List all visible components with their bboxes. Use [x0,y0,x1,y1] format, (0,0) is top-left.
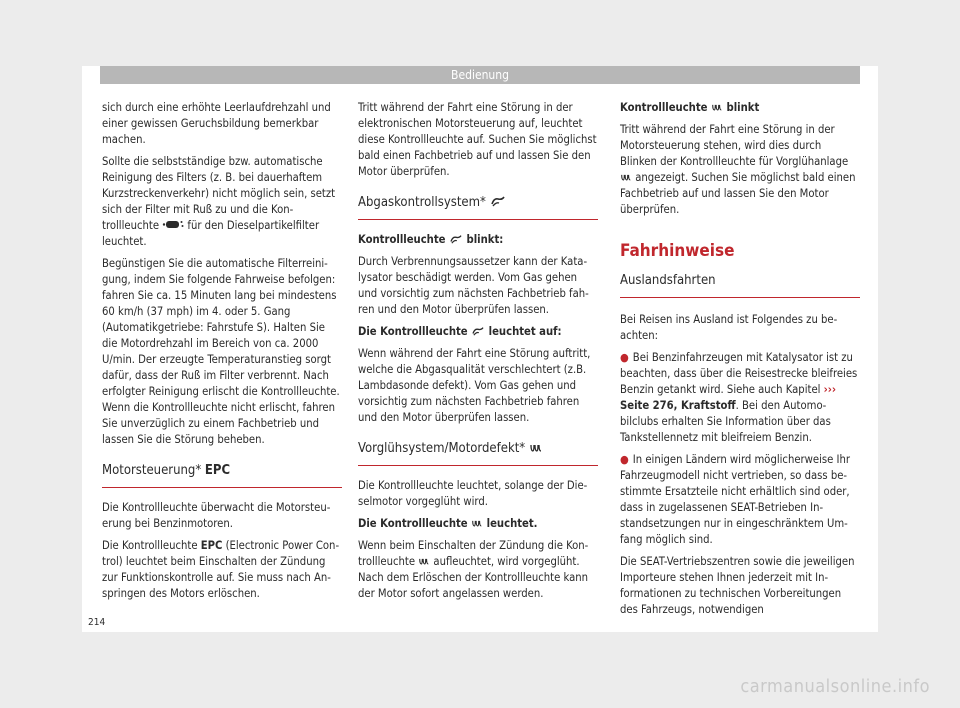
column-1 [102,100,342,608]
paragraph: Bei Reisen ins Ausland ist Folgendes zu beachten: [620,313,838,342]
text: Kontrollleuchte [620,101,708,114]
text: Bei Benzinfahrzeugen mit Katalysator ist zu beachten, dass über die Reisestrecke bleifreies Benzin getankt wird. Siehe auch Kapitel [620,351,858,396]
section-heading-abgaskontrollsystem [358,194,598,220]
paragraph: Die SEAT-Vertriebszentren sowie die jeweiligen Importeure stehen Ihnen jederzeit mit Informationen zu technischen Vorbereitungen des Fahrzeugs, notwendigen [620,555,855,616]
paragraph: Wenn während der Fahrt eine Störung auftritt, welche die Abgasqualität verschlechtert (z.B. Lambdasonde defekt). Vom Gas gehen und vorsichtig zum nächsten Fachbetrieb fahren und den Motor überprüfen lassen. [358,347,591,424]
text: Die Kontrollleuchte [358,325,468,338]
abgas-icon [490,195,506,207]
abgas-icon [471,326,485,336]
section-heading-motorsteuerung [102,462,342,488]
bullet-icon: ● [620,351,629,364]
dieselpartikelfilter-icon [162,219,184,230]
text: leuchtet auf: [488,325,562,338]
page-number: 214 [88,617,106,628]
text: . Bei den Automobilclubs erhalten Sie Information über das Tankstellennetz mit bleifreiem Benzin. [620,399,831,444]
chapter-title: Fahrhinweise [620,241,735,261]
heading-text: Abgaskontrollsystem* [358,195,486,210]
text: (Electronic Power Control) leuchtet beim Einschalten der Zündung zur Funktionskontrolle auf. Sie muss nach Anspringen des Motors erlöschen. [102,539,340,600]
paragraph [358,538,598,602]
heading-text: Vorglühsystem/Motordefekt* [358,441,526,456]
paragraph: Durch Verbrennungsaussetzer kann der Katalysator beschädigt werden. Vom Gas gehen und vorsichtig zum nächsten Fachbetrieb fahren und den Motor überprüfen lassen. [358,255,589,316]
vorgluehen-icon [471,519,483,528]
paragraph: Die Kontrollleuchte überwacht die Motorsteuerung bei Benzinmotoren. [102,501,331,530]
epc-icon: EPC [204,463,231,478]
section-header: Bedienung [100,66,860,84]
reference-link[interactable]: Seite 276, Kraftstoff [620,399,736,412]
text: Wenn beim Einschalten der Zündung die Kontrollleuchte [358,539,589,568]
text: angezeigt. Suchen Sie möglichst bald einen Fachbetrieb auf und lassen Sie den Motor überprüfen. [620,171,856,216]
vorgluehen-icon [418,557,430,566]
list-item [620,452,860,548]
watermark: carmanualsonline.info [740,676,930,697]
text: Die Kontrollleuchte [102,539,198,552]
paragraph: Die Kontrollleuchte leuchtet, solange der Dieselmotor vorgeglüht wird. [358,479,588,508]
section-heading-vorgluehsystem [358,440,598,466]
paragraph: sich durch eine erhöhte Leerlaufdrehzahl und einer gewissen Geruchsbildung bemerkbar machen. [102,101,331,146]
column-3 [620,100,860,624]
vorgluehen-icon [620,173,632,182]
text: Kontrollleuchte [358,233,446,246]
paragraph [620,122,860,218]
epc-icon: EPC [200,539,223,552]
subheading [358,232,598,248]
list-item [620,350,860,446]
section-heading-auslandsfahrten: Auslandsfahrten [620,272,860,298]
paragraph: Tritt während der Fahrt eine Störung in der elektronischen Motorsteuerung auf, leuchtet diese Kontrollleuchte auf. Suchen Sie möglichst bald einen Fachbetrieb auf und lassen Sie den Motor überprüfen. [358,101,597,178]
vorgluehen-icon [711,103,723,112]
text: Sollte die selbstständige bzw. automatische Reinigung des Filters (z. B. bei dauerhaftem Kurzstreckenverkehr) nicht möglich sein, setzt sich der Filter mit Ruß zu und die Kontrollleuchte [102,155,336,232]
bullet-icon: ● [620,453,629,466]
vorgluehen-icon [529,443,543,453]
paragraph [102,538,342,602]
subheading [358,516,598,532]
text: In einigen Ländern wird möglicherweise Ihr Fahrzeugmodell nicht vertrieben, so dass bestimmte Ersatzteile nicht erhältlich sind oder, dass in zugelassenen SEAT-Betrieben Instandsetzungen nur in eingeschränktem Umfang möglich sind. [620,453,851,546]
column-2 [358,100,598,608]
paragraph: Begünstigen Sie die automatische Filterreinigung, indem Sie folgende Fahrweise befolgen: fahren Sie ca. 15 Minuten lang bei mindestens 60 km/h (37 mph) im 4. oder 5. Gang (Automatikgetriebe: Fahrstufe S). Halten Sie die Motordrehzahl im Bereich von ca. 2000 U/min. Der erzeugte Temperaturanstieg sorgt dafür, dass der Ruß im Filter verbrennt. Nach erfolgter Reinigung erlischt die Kontrollleuchte. Wenn die Kontrollleuchte nicht erlischt, fahren Sie unverzüglich zu einem Fachbetrieb und lassen Sie die Störung beheben. [102,257,340,446]
text: Tritt während der Fahrt eine Störung in der Motorsteuerung stehen, wird dies durch Blinken der Kontrollleuchte für Vorglühanlage [620,123,849,168]
subheading [620,100,860,116]
reference-arrow[interactable]: ››› [823,383,837,396]
text: blinkt: [466,233,504,246]
heading-text: Motorsteuerung* [102,463,202,478]
text: blinkt [726,101,760,114]
subheading [358,324,598,340]
paragraph [102,154,342,250]
abgas-icon [449,234,463,244]
text: leuchtet. [486,517,538,530]
text: für den Dieselpartikelfilter leuchtet. [102,219,320,248]
text: Die Kontrollleuchte [358,517,468,530]
text: aufleuchtet, wird vorgeglüht. Nach dem Erlöschen der Kontrollleuchte kann der Motor sofort angelassen werden. [358,555,589,600]
